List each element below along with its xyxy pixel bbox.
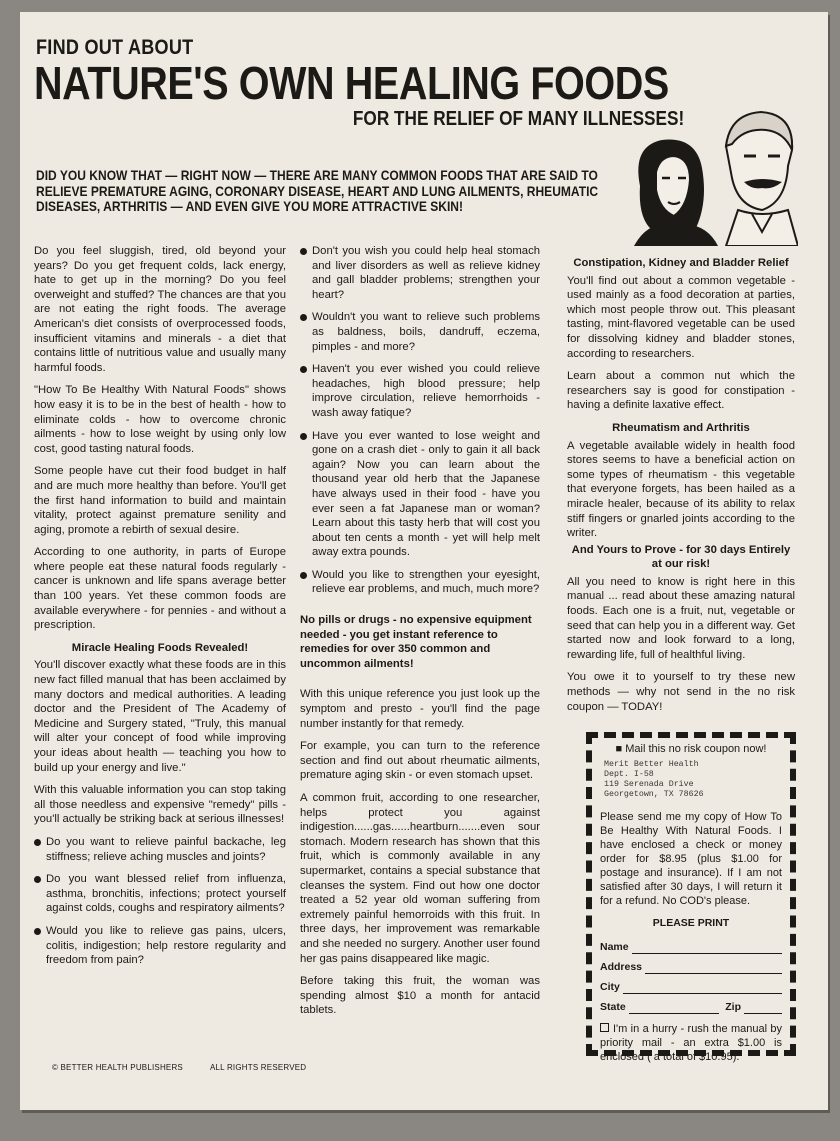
paragraph: "How To Be Healthy With Natural Foods" shows how easy it is to be in the best of health - how to eliminate colds - how to overcome chronic ailments - how to lose weight by using only low cost, good tasting natural foods. [34, 384, 286, 455]
paragraph: With this unique reference you just look up the symptom and presto - you'll find the page number instantly for that remedy. [300, 688, 540, 730]
checkbox[interactable] [600, 1023, 609, 1032]
paragraph: With this valuable information you can stop taking all those needless and expensive "remedy" pills - you'll actually be striking back at serious illnesses! [34, 784, 286, 826]
section-heading: Constipation, Kidney and Bladder Relief [573, 257, 789, 269]
publisher-credit: © BETTER HEALTH PUBLISHERS [52, 1063, 183, 1072]
paragraph: Before taking this fruit, the woman was spending almost $10 a month for antacid tablets. [300, 975, 540, 1017]
please-print-label: PLEASE PRINT [652, 917, 730, 929]
section-heading: And Yours to Prove - for 30 days Entirely at our risk! [571, 543, 791, 571]
coupon-title: ■ Mail this no risk coupon now! [615, 743, 767, 755]
state-zip-field[interactable]: State Zip [600, 1000, 782, 1014]
bullet-item: Haven't you ever wished you could relieve headaches, high blood pressure; help improve circulation, relieve hemorrhoids - wash away fatique? [300, 362, 540, 420]
bullet-item: Don't you wish you could help heal stomach and liver disorders as well as relieve kidney and gall bladder problems; strengthen your heart? [300, 244, 540, 302]
intro-text: DID YOU KNOW THAT — RIGHT NOW — THERE ARE MANY COMMON FOODS THAT ARE SAID TO RELIEVE PREMATURE AGING, CORONARY DISEASE, HEART AND LUNG AILMENTS, RHEUMATIC DISEASES, ARTHRITIS — AND EVEN GIVE YOU MORE ATTRACTIVE SKIN! [36, 167, 599, 214]
subtitle: FOR THE RELIEF OF MANY ILLNESSES! [352, 108, 684, 130]
paragraph: You'll find out about a common vegetable - used mainly as a food decoration at parties, which most people throw out. This pleasant tasting, mint-flavored vegetable can be used for dissolving kidney and bladder stones, according to researchers. [567, 274, 795, 360]
address-field[interactable]: Address [600, 960, 782, 974]
order-coupon [586, 732, 796, 1063]
paragraph: Some people have cut their food budget in half and are much more healthy than before. You'll get the first hand information to build and maintain vitality, protect against premature senility and aging, promote a rebirth of sexual desire. [34, 465, 286, 536]
paragraph: You'll discover exactly what these foods are in this new fact filled manual that has been acclaimed by many doctors and medical authorities. A leading doctor and the President of The Academy of Medicine and Surgery stated, "Truly, this manual will alter your concept of food while improving your ideas about health — teaching you how to build up your energy and live." [34, 659, 286, 774]
bullet-item: Would you like to strengthen your eyesight, relieve ear problems, and much, much more? [300, 568, 540, 597]
kicker-heading: FIND OUT ABOUT [36, 36, 194, 59]
column-2 [300, 244, 540, 1026]
bullet-item: Wouldn't you want to relieve such problems as baldness, boils, dandruff, eczema, pimples - and more? [300, 310, 540, 354]
priority-mail-option[interactable]: I'm in a hurry - rush the manual by priority mail - an extra $1.00 is enclosed ( a total of $10.95). [600, 1023, 782, 1063]
section-heading: Rheumatism and Arthritis [612, 421, 750, 434]
rights-notice: ALL RIGHTS RESERVED [210, 1063, 307, 1072]
paragraph: For example, you can turn to the reference section and find out about rheumatic ailments, premature aging skin - or even stomach upset. [300, 740, 540, 782]
bold-callout: No pills or drugs - no expensive equipment needed - you get instant reference to remedies for over 350 common and uncommon ailments! [300, 614, 532, 670]
paragraph: According to one authority, in parts of Europe where people eat these natural foods regularly - cancer is unknown and life spans average better than 100 years. Yet these common foods are available everywhere - for pennies - and without a prescription. [34, 546, 286, 632]
bullet-item: Have you ever wanted to lose weight and gone on a crash diet - only to gain it all back again? Now you can learn about the thousand year old herb that the Japanese have always used in their food - have you ever seen a fat Japanese man or woman? Learn about this tasty herb that will cost you about ten cents a month - yet will help melt away extra pounds. [300, 429, 540, 560]
bullet-item: Do you want blessed relief from influenza, asthma, bronchitis, infections; protect yourself against colds, coughs and respiratory ailments? [34, 872, 286, 916]
paragraph: Do you feel sluggish, tired, old beyond your years? Do you get frequent colds, lack energy, hate to get up in the morning? Do you feel overweight and stuffed? The chances are that you are not eating the right foods. The average American's diet consists of overprocessed foods, insufficient vitamins and minerals - a diet that contains little of nutritious value and usually many harmful foods. [34, 245, 286, 374]
paragraph: All you need to know is right here in this manual ... read about these amazing natural foods. Each one is a fruit, nut, vegetable or seed that can help you in a different way. Get started now and look forward to a long, rewarding life, full of healthful living. [567, 575, 795, 661]
bullet-item: Do you want to relieve painful backache, leg stiffness; relieve aching muscles and joints? [34, 835, 286, 864]
main-title: NATURE'S OWN HEALING FOODS [34, 57, 669, 109]
paragraph: A common fruit, according to one researcher, helps protect you against indigestion......gas......heartburn.......even sour stomach. Modern research has shown that this fruit, which is commonly available in any supermarket, contains a special substance that cleanses the system. Find out how one doctor treated a 52 year old woman suffering from extremely painful hemorroids with this fruit. In three days, her improvement was remarkable and she needed no surgery. Another user found her gas pains disappeared like magic. [300, 792, 540, 965]
mailing-address: Merit Better Health Dept. I-58 119 Serenada Drive Georgetown, TX 78626 [604, 760, 704, 799]
paragraph: A vegetable available widely in health food stores seems to have a beneficial action on some types of rheumatism - this vegetable that everyone forgets, has been hailed as a miracle healer, because of its ability to relax stiff fingers or gnarled joints according to the writer. [567, 439, 795, 540]
coupon-body: Please send me my copy of How To Be Healthy With Natural Foods. I have enclosed a check or money order for $8.95 (plus $1.00 for postage and insurance). If I am not satisfied after 30 days, I will return it for a refund. No COD's please. [600, 811, 782, 907]
paragraph: Learn about a common nut which the researchers say is good for constipation - having a definite laxative effect. [567, 370, 795, 412]
section-heading: Miracle Healing Foods Revealed! [71, 641, 249, 654]
paragraph: You owe it to yourself to try these new methods — why not send in the no risk coupon — TODAY! [567, 671, 795, 713]
column-3 [567, 256, 795, 722]
bullet-item: Would you like to relieve gas pains, ulcers, colitis, indigestion; help restore regularity and freedom from pain? [34, 924, 286, 968]
column-1 [34, 244, 286, 976]
name-field[interactable]: Name [600, 940, 782, 954]
couple-portrait-illustration [626, 106, 798, 246]
city-field[interactable]: City [600, 980, 782, 994]
